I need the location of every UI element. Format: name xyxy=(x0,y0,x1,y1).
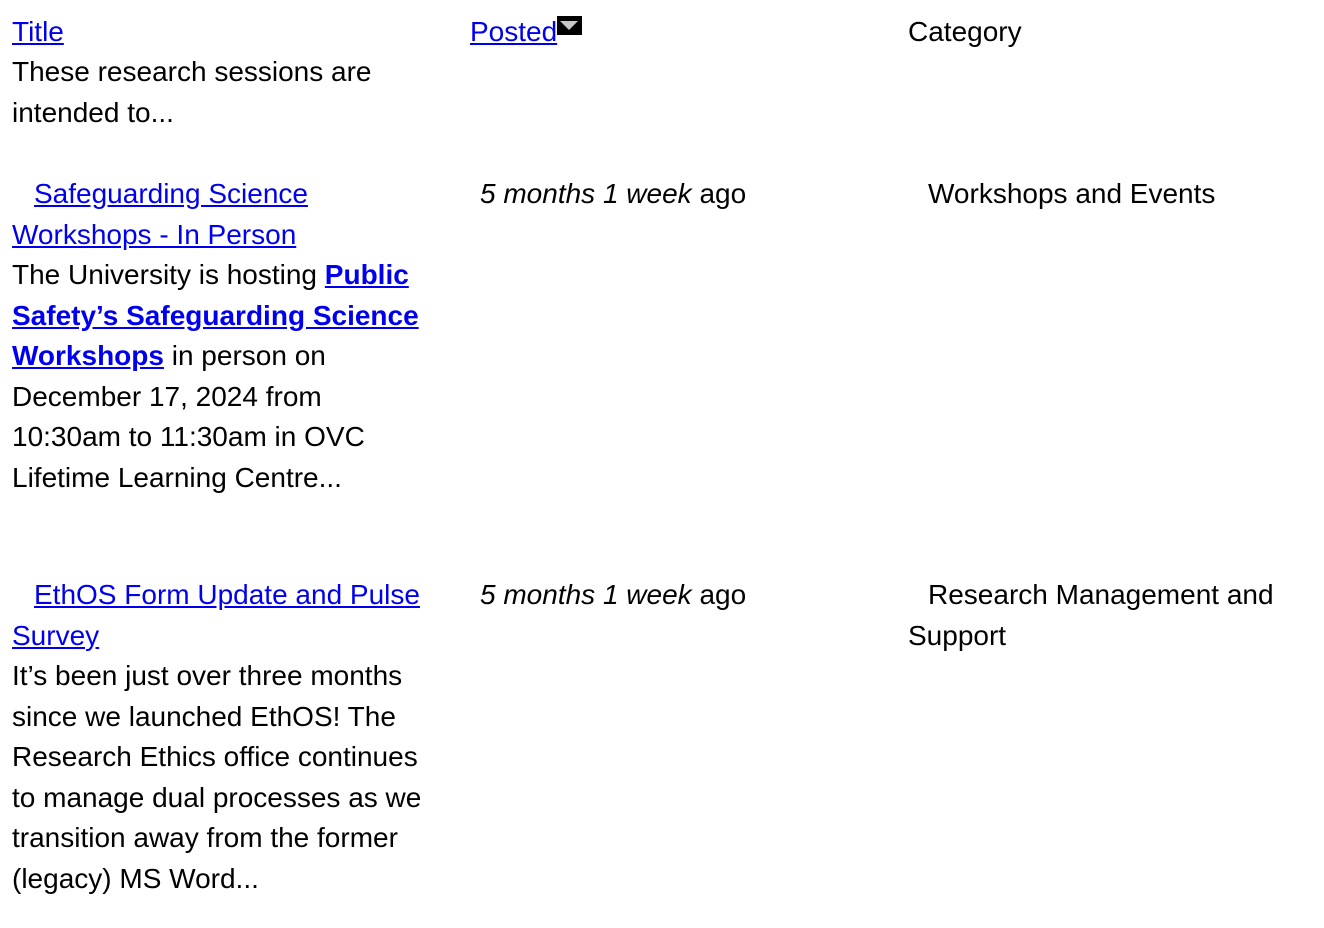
posted-time: 5 months 1 week xyxy=(480,579,692,610)
row-title-link[interactable]: EthOS Form Update and Pulse Survey xyxy=(12,579,420,651)
posted-suffix: ago xyxy=(699,178,747,209)
category-label: Research Management and Support xyxy=(908,579,1274,651)
row-snippet: The University is hosting Public Safety’s Safeguarding Science Workshops in person on December 17, 2024 from 10:30am to 11:30am in OVC Lifetime Learning Centre... xyxy=(12,259,419,493)
row-snippet: These research sessions are intended to... xyxy=(12,56,372,128)
column-header-title xyxy=(12,12,432,53)
posted-time: 5 months 1 week xyxy=(480,178,692,209)
row-category xyxy=(908,174,1318,215)
row-posted xyxy=(480,174,880,215)
sort-by-posted-link[interactable]: Posted xyxy=(470,16,558,47)
sort-by-title-link[interactable]: Title xyxy=(12,16,64,47)
table-row xyxy=(12,174,432,498)
posted-suffix: ago xyxy=(699,579,747,610)
column-header-category xyxy=(908,12,1318,53)
category-header-label: Category xyxy=(908,16,1022,47)
row-snippet: It’s been just over three months since we launched EthOS! The Research Ethics office continues to manage dual processes as we transition away from the former (legacy) MS Word... xyxy=(12,660,422,894)
row-title-link[interactable]: Safeguarding Science Workshops - In Person xyxy=(12,178,308,250)
table-row xyxy=(12,52,432,133)
column-header-posted xyxy=(470,12,870,53)
table-row xyxy=(12,575,432,899)
category-label: Workshops and Events xyxy=(928,178,1216,209)
row-category xyxy=(908,575,1318,656)
snippet-link[interactable]: Public Safety’s Safeguarding Science Workshops xyxy=(12,259,419,371)
row-posted xyxy=(480,575,880,616)
sort-desc-icon[interactable] xyxy=(557,16,582,35)
